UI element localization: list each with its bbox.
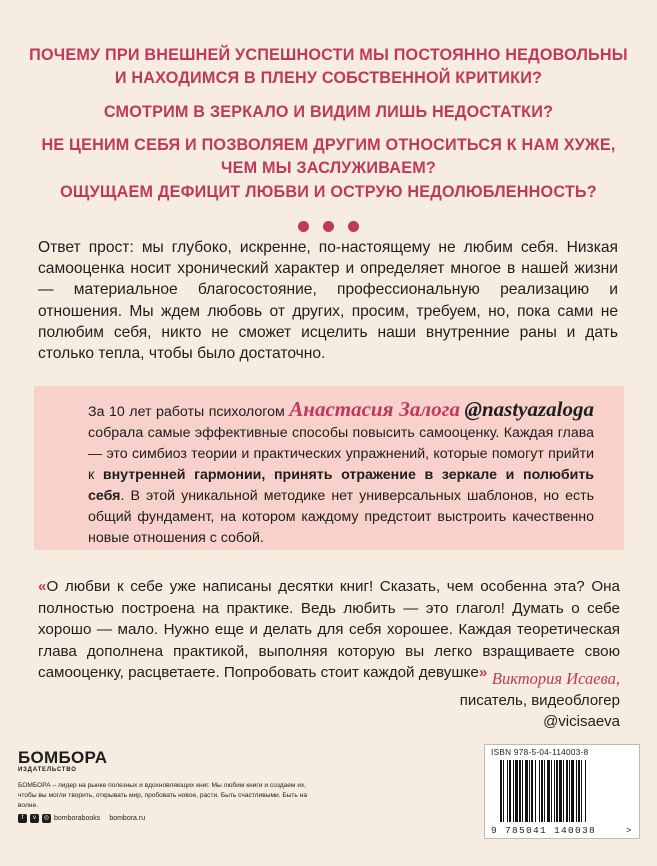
reviewer-handle: @vicisaeva: [543, 713, 620, 730]
question-3: НЕ ЦЕНИМ СЕБЯ И ПОЗВОЛЯЕМ ДРУГИМ ОТНОСИТЬСЯ К НАМ ХУЖЕ, ЧЕМ МЫ ЗАСЛУЖИВАЕМ?: [41, 136, 616, 177]
barcode-bar: [539, 760, 540, 822]
barcode-bar: [559, 760, 562, 822]
barcode-bar: [554, 760, 555, 822]
barcode-bar: [522, 760, 523, 822]
review-quote: «О любви к себе уже написаны десятки книг! Сказать, чем особенна эта? Она полностью построена на практике. Ведь любить — это глагол! Думать о себе хорошо — мало. Нужно еще и делать для себя хорошее. Каждая теоретическая глава дополнена практикой, выполняя которую вы легко взращиваете свою самооценку, расцветаете. Попробовать стоит каждой девушке»: [38, 578, 620, 681]
social-handle[interactable]: bomborabooks: [54, 815, 101, 822]
barcode-bar: [571, 760, 574, 822]
barcode-bar: [515, 760, 518, 822]
barcode-bar: [581, 760, 582, 822]
barcode-bar: [576, 760, 577, 822]
reviewer-name: Виктория Исаева,: [491, 669, 620, 688]
barcode-bar: [525, 760, 528, 822]
close-quote-icon: »: [478, 664, 488, 681]
barcode-arrow: >: [626, 825, 632, 835]
question-4: ОЩУЩАЕМ ДЕФИЦИТ ЛЮБВИ И ОСТРУЮ НЕДОЛЮБЛЕННОСТЬ?: [60, 183, 597, 201]
barcode-bar: [566, 760, 568, 822]
website-link[interactable]: bombora.ru: [109, 815, 146, 822]
publisher-social: [18, 814, 145, 823]
barcode-bar: [547, 760, 550, 822]
barcode-bar: [569, 760, 570, 822]
barcode-bar: [509, 760, 511, 822]
barcode-bar: [519, 760, 521, 822]
barcode-bar: [578, 760, 580, 822]
open-quote-icon: «: [38, 578, 47, 595]
dot-icon: [298, 221, 309, 232]
barcode-bar: [556, 760, 558, 822]
barcode-bar: [503, 760, 504, 822]
publisher-logo: БОМБОРА ИЗДАТЕЛЬСТВО: [18, 748, 108, 773]
barcode-bar: [531, 760, 533, 822]
reviewer-role: писатель, видеоблогер: [459, 692, 620, 709]
barcode-bar: [500, 760, 502, 822]
barcode-number: 9 785041 140038: [491, 825, 597, 836]
barcode-bar: [529, 760, 530, 822]
dot-icon: [323, 221, 334, 232]
dot-icon: [348, 221, 359, 232]
publisher-tagline: БОМБОРА – лидер на рынке полезных и вдохновляющих книг. Мы любим книги и создаем их, чтобы вы могли творить, открывать мир, пробовать новое, расти. Быть счастливыми. Быть на волне.: [18, 782, 307, 809]
barcode-bar: [563, 760, 564, 822]
vk-icon[interactable]: v: [30, 814, 39, 823]
barcode-bar: [535, 760, 536, 822]
barcode-bar: [544, 760, 545, 822]
barcode-bar: [513, 760, 514, 822]
separator-dots: [0, 219, 657, 237]
barcode-bar: [507, 760, 508, 822]
facebook-icon[interactable]: f: [18, 814, 27, 823]
barcode-bar: [585, 760, 586, 822]
highlight-text: внутренней гармонии, принять отражение в зеркале и полюбить себя: [88, 467, 594, 504]
instagram-icon[interactable]: ◎: [43, 815, 50, 821]
author-name: Анастасия Залога: [289, 397, 460, 421]
author-box-text: За 10 лет работы психологом Анастасия Залога @nastyazaloga собрала самые эффективные способы повысить самооценку. Каждая глава — это симбиоз теории и практических упражнений, которые помогут прийти к внутренней гармонии, принять отражение в зеркале и полюбить себя. В этой уникальной методике нет универсальных шаблонов, но есть общий фундамент, на котором каждому предстоит выстроить качественно новые отношения с собой.: [88, 397, 594, 546]
barcode-bar: [541, 760, 543, 822]
question-2: СМОТРИМ В ЗЕРКАЛО И ВИДИМ ЛИШЬ НЕДОСТАТКИ?: [103, 103, 554, 121]
intro-paragraph: Ответ прост: мы глубоко, искренне, по-настоящему не любим себя. Низкая самооценка носит хронический характер и определяет многое в нашей жизни — материальное благосостояние, профессиональную реализацию и отношения. Мы ждем любовь от других, просим, требуем, но, пока сами не полюбим себя, никто не сможет исцелить наши внутренние раны и дать столько тепла, чтобы было достаточно.: [38, 239, 618, 363]
barcode-bar: [551, 760, 552, 822]
isbn-label: ISBN 978-5-04-114003-8: [491, 748, 589, 757]
question-1: ПОЧЕМУ ПРИ ВНЕШНЕЙ УСПЕШНОСТИ МЫ ПОСТОЯННО НЕДОВОЛЬНЫ И НАХОДИМСЯ В ПЛЕНУ СОБСТВЕННОЙ КРИТИКИ?: [29, 46, 628, 87]
barcode: [500, 760, 628, 826]
author-handle: @nastyazaloga: [464, 397, 594, 421]
